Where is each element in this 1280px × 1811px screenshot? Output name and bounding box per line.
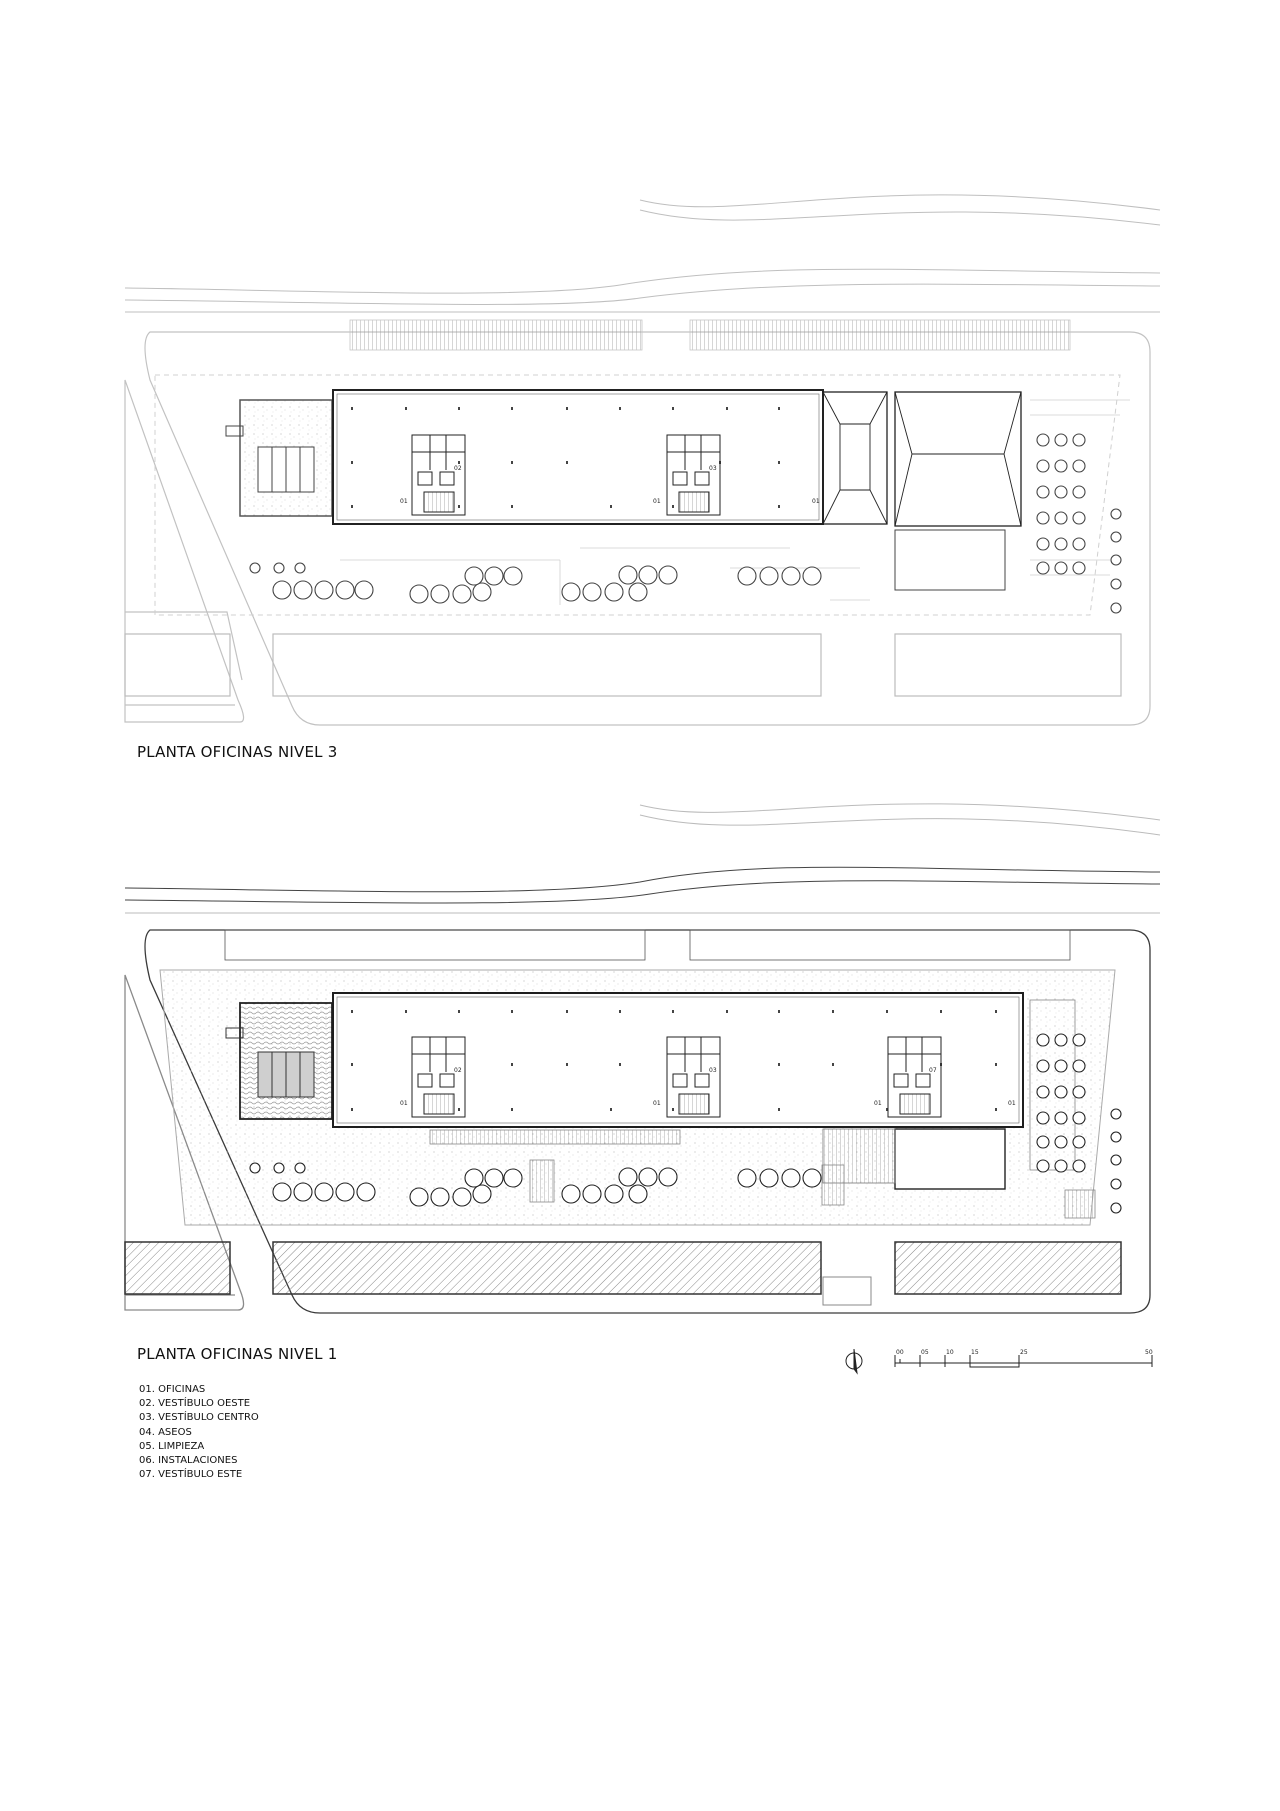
road-curves-l1 xyxy=(125,804,1160,913)
legend-item: 07. VESTÍBULO ESTE xyxy=(139,1469,243,1481)
scale-tick-label: 10 xyxy=(946,1349,954,1356)
plan-level-1 xyxy=(0,790,1280,1350)
south-annex-l1 xyxy=(895,1129,1005,1189)
plan-title-level-1: PLANTA OFICINAS NIVEL 1 xyxy=(137,1345,338,1363)
room-tag-west-lobby: 02 xyxy=(454,1067,462,1074)
room-tag-offices: 01 xyxy=(1008,1100,1016,1107)
scale-tick-label: 05 xyxy=(921,1349,929,1356)
scale-tick-label: 00 xyxy=(896,1349,904,1356)
scale-bar xyxy=(895,1355,1152,1367)
legend-item: 02. VESTÍBULO OESTE xyxy=(139,1398,251,1410)
plan-title-level-3: PLANTA OFICINAS NIVEL 3 xyxy=(137,743,338,761)
legend-item: 03. VESTÍBULO CENTRO xyxy=(139,1412,259,1424)
room-legend xyxy=(139,1383,259,1482)
room-tag-center-lobby: 03 xyxy=(709,465,717,472)
legend-item: 06. INSTALACIONES xyxy=(139,1455,238,1467)
room-tag-offices: 01 xyxy=(812,498,820,505)
lower-blocks-l1 xyxy=(125,1242,1121,1294)
room-tag-offices: 01 xyxy=(400,498,408,505)
kiosk-l1 xyxy=(823,1277,871,1305)
parking-bays-l3 xyxy=(350,320,1070,350)
scale-tick-label: 15 xyxy=(971,1349,979,1356)
legend-item: 05. LIMPIEZA xyxy=(139,1440,205,1452)
west-pavilion-l1 xyxy=(226,1003,332,1119)
room-tag-east-lobby: 07 xyxy=(929,1067,937,1074)
road-curves-l3 xyxy=(125,195,1160,312)
room-tag-offices: 01 xyxy=(653,498,661,505)
plan-level-3 xyxy=(0,0,1280,760)
parking-bays-l1 xyxy=(225,930,1070,960)
legend-item: 04. ASEOS xyxy=(139,1426,192,1438)
north-arrow-icon xyxy=(846,1349,862,1373)
room-tag-west-lobby: 02 xyxy=(454,465,462,472)
room-tag-offices: 01 xyxy=(874,1100,882,1107)
room-tag-center-lobby: 03 xyxy=(709,1067,717,1074)
scale-and-north xyxy=(840,1345,1160,1385)
room-tag-offices: 01 xyxy=(400,1100,408,1107)
office-block-l1 xyxy=(333,993,1023,1127)
west-pavilion-l3 xyxy=(226,400,332,516)
office-block-l3 xyxy=(333,390,823,524)
legend-item: 01. OFICINAS xyxy=(139,1384,206,1395)
room-tag-offices: 01 xyxy=(653,1100,661,1107)
east-roofs-l3 xyxy=(823,392,1021,590)
scale-tick-label: 25 xyxy=(1020,1349,1028,1356)
scale-tick-label: 50 xyxy=(1145,1349,1153,1356)
